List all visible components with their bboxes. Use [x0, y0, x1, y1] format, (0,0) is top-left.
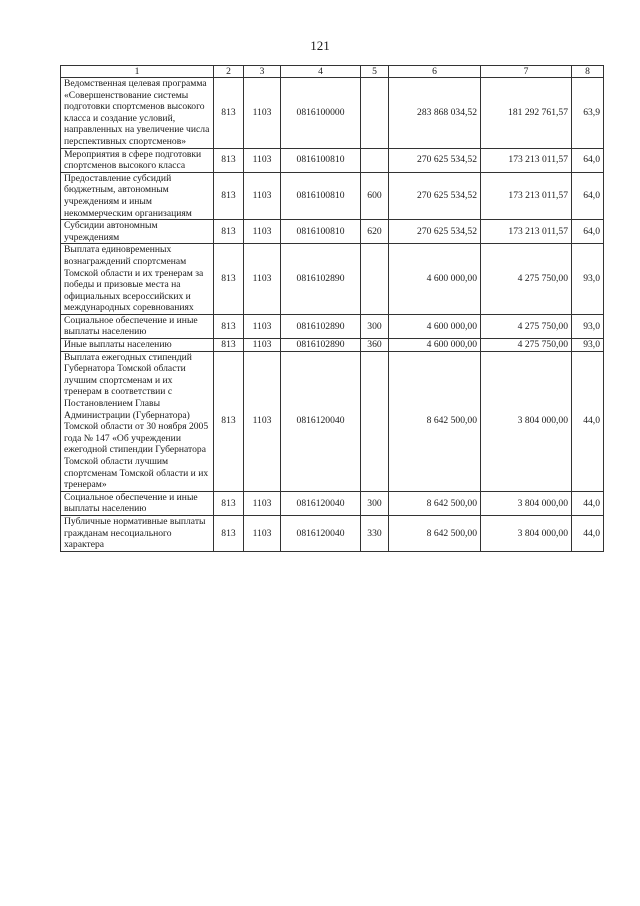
section-code-cell: 1103: [244, 148, 281, 172]
target-article-cell: 0816120040: [281, 351, 361, 491]
actual-amount-cell: 3 804 000,00: [481, 515, 572, 551]
table-row: [61, 314, 604, 338]
item-name-cell: Социальное обеспечение и иные выплаты населению: [61, 314, 214, 338]
actual-amount-cell: 181 292 761,57: [481, 78, 572, 149]
table-row: [61, 515, 604, 551]
column-header: 8: [572, 66, 604, 78]
page-number: 121: [310, 38, 330, 53]
item-name-cell: Ведомственная целевая программа «Совершенствование системы подготовки спортсменов высокого класса и создание условий, направленных на увеличение числа перспективных спортсменов»: [61, 78, 214, 149]
ministry-code-cell: 813: [214, 314, 244, 338]
ministry-code-cell: 813: [214, 148, 244, 172]
plan-amount-cell: 4 600 000,00: [389, 339, 481, 352]
column-header: 2: [214, 66, 244, 78]
expense-type-cell: [361, 78, 389, 149]
column-header: 1: [61, 66, 214, 78]
percent-cell: 63,9: [572, 78, 604, 149]
actual-amount-cell: 4 275 750,00: [481, 314, 572, 338]
actual-amount-cell: 3 804 000,00: [481, 351, 572, 491]
table-header-row: [61, 66, 604, 78]
actual-amount-cell: 173 213 011,57: [481, 220, 572, 244]
section-code-cell: 1103: [244, 351, 281, 491]
target-article-cell: 0816102890: [281, 339, 361, 352]
plan-amount-cell: 8 642 500,00: [389, 491, 481, 515]
actual-amount-cell: 173 213 011,57: [481, 148, 572, 172]
target-article-cell: 0816120040: [281, 515, 361, 551]
expense-type-cell: 360: [361, 339, 389, 352]
table-row: [61, 220, 604, 244]
item-name-cell: Иные выплаты населению: [61, 339, 214, 352]
actual-amount-cell: 4 275 750,00: [481, 244, 572, 315]
plan-amount-cell: 4 600 000,00: [389, 244, 481, 315]
target-article-cell: 0816100000: [281, 78, 361, 149]
item-name-cell: Выплата единовременных вознаграждений спортсменам Томской области и их тренерам за победы и призовые места на официальных всероссийских и международных соревнованиях: [61, 244, 214, 315]
table-row: [61, 148, 604, 172]
section-code-cell: 1103: [244, 220, 281, 244]
table-row: [61, 491, 604, 515]
column-header: 4: [281, 66, 361, 78]
target-article-cell: 0816100810: [281, 172, 361, 219]
column-header: 6: [389, 66, 481, 78]
table-row: [61, 339, 604, 352]
item-name-cell: Выплата ежегодных стипендий Губернатора Томской области лучшим спортсменам и их тренерам в соответствии с Постановлением Главы Администрации (Губернатора) Томской области от 30 ноября 2005 года № 147 «Об учреждении ежегодной стипендии Губернатора Томской области лучшим спортсменам Томской области и их тренерам»: [61, 351, 214, 491]
item-name-cell: Публичные нормативные выплаты гражданам несоциального характера: [61, 515, 214, 551]
actual-amount-cell: 3 804 000,00: [481, 491, 572, 515]
plan-amount-cell: 270 625 534,52: [389, 148, 481, 172]
percent-cell: 93,0: [572, 314, 604, 338]
table-row: [61, 244, 604, 315]
plan-amount-cell: 8 642 500,00: [389, 351, 481, 491]
actual-amount-cell: 173 213 011,57: [481, 172, 572, 219]
section-code-cell: 1103: [244, 339, 281, 352]
table-row: [61, 351, 604, 491]
expense-type-cell: 300: [361, 491, 389, 515]
actual-amount-cell: 4 275 750,00: [481, 339, 572, 352]
percent-cell: 93,0: [572, 339, 604, 352]
ministry-code-cell: 813: [214, 491, 244, 515]
section-code-cell: 1103: [244, 491, 281, 515]
percent-cell: 44,0: [572, 351, 604, 491]
plan-amount-cell: 283 868 034,52: [389, 78, 481, 149]
section-code-cell: 1103: [244, 78, 281, 149]
column-header: 3: [244, 66, 281, 78]
expense-type-cell: 620: [361, 220, 389, 244]
section-code-cell: 1103: [244, 314, 281, 338]
table-row: [61, 78, 604, 149]
percent-cell: 44,0: [572, 491, 604, 515]
target-article-cell: 0816120040: [281, 491, 361, 515]
item-name-cell: Мероприятия в сфере подготовки спортсменов высокого класса: [61, 148, 214, 172]
ministry-code-cell: 813: [214, 172, 244, 219]
ministry-code-cell: 813: [214, 351, 244, 491]
percent-cell: 93,0: [572, 244, 604, 315]
target-article-cell: 0816102890: [281, 244, 361, 315]
ministry-code-cell: 813: [214, 220, 244, 244]
percent-cell: 64,0: [572, 148, 604, 172]
ministry-code-cell: 813: [214, 78, 244, 149]
ministry-code-cell: 813: [214, 515, 244, 551]
ministry-code-cell: 813: [214, 339, 244, 352]
item-name-cell: Предоставление субсидий бюджетным, автономным учреждениям и иным некоммерческим организациям: [61, 172, 214, 219]
column-header: 7: [481, 66, 572, 78]
plan-amount-cell: 270 625 534,52: [389, 172, 481, 219]
target-article-cell: 0816102890: [281, 314, 361, 338]
expense-type-cell: [361, 244, 389, 315]
percent-cell: 64,0: [572, 220, 604, 244]
target-article-cell: 0816100810: [281, 148, 361, 172]
item-name-cell: Социальное обеспечение и иные выплаты населению: [61, 491, 214, 515]
budget-table: [60, 65, 604, 552]
section-code-cell: 1103: [244, 515, 281, 551]
section-code-cell: 1103: [244, 172, 281, 219]
ministry-code-cell: 813: [214, 244, 244, 315]
item-name-cell: Субсидии автономным учреждениям: [61, 220, 214, 244]
percent-cell: 64,0: [572, 172, 604, 219]
plan-amount-cell: 270 625 534,52: [389, 220, 481, 244]
target-article-cell: 0816100810: [281, 220, 361, 244]
percent-cell: 44,0: [572, 515, 604, 551]
expense-type-cell: 300: [361, 314, 389, 338]
column-header: 5: [361, 66, 389, 78]
expense-type-cell: 330: [361, 515, 389, 551]
plan-amount-cell: 8 642 500,00: [389, 515, 481, 551]
expense-type-cell: [361, 148, 389, 172]
expense-type-cell: [361, 351, 389, 491]
table-row: [61, 172, 604, 219]
section-code-cell: 1103: [244, 244, 281, 315]
plan-amount-cell: 4 600 000,00: [389, 314, 481, 338]
expense-type-cell: 600: [361, 172, 389, 219]
